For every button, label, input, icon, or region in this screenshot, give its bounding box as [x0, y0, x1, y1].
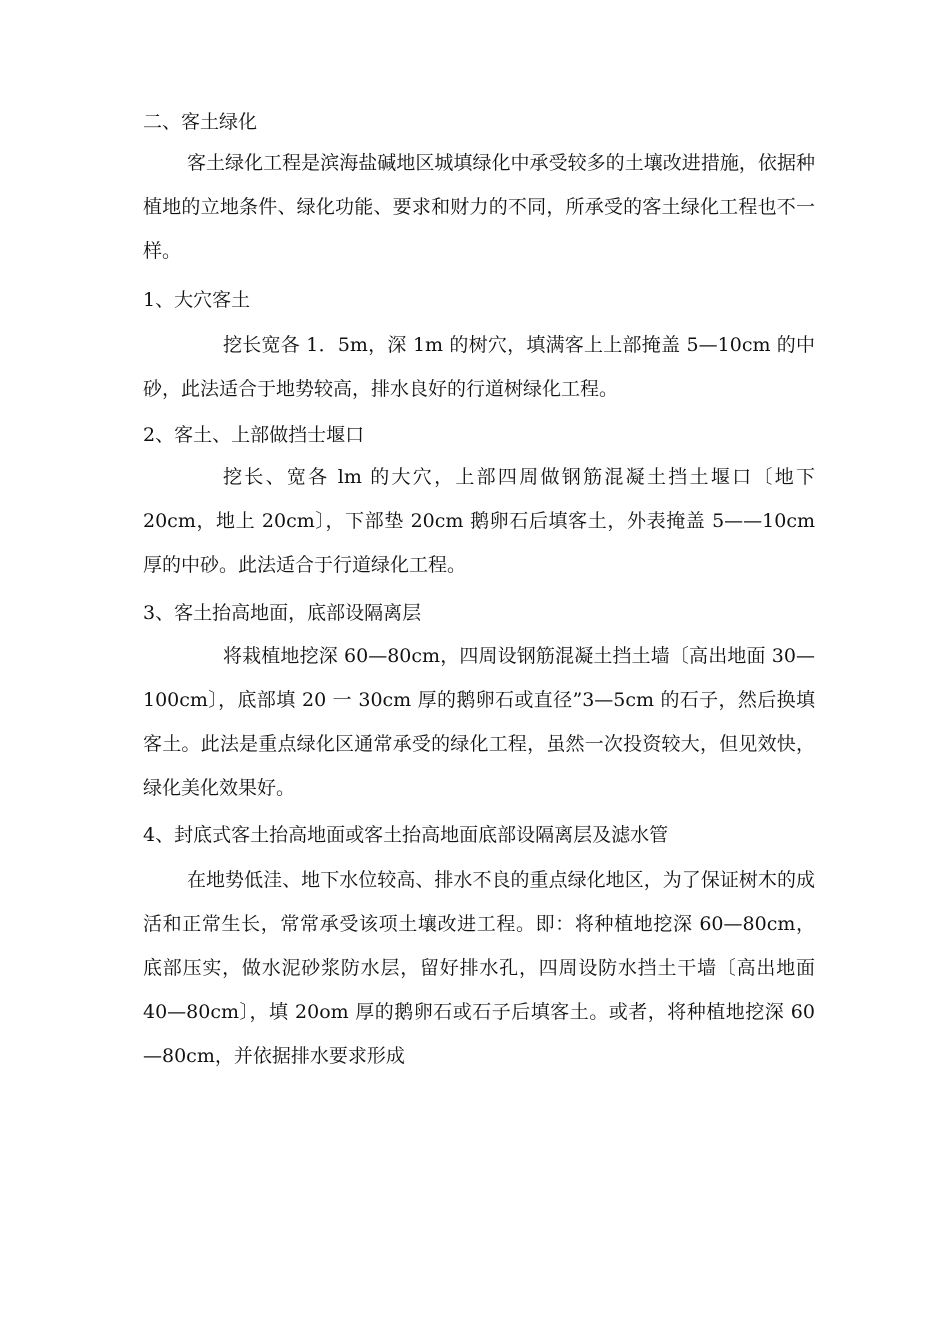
item-2-body: 挖长、宽各 lm 的大穴，上部四周做钢筋混凝土挡土堰口〔地下 20cm，地上 20cm〕，下部垫 20cm 鹅卵石后填客土，外表掩盖 5——10cm 厚的中砂。此法适合于行道绿化工程。	[143, 466, 815, 576]
intro-paragraph: 客土绿化工程是滨海盐碱地区城填绿化中承受较多的土壤改进措施，依据种植地的立地条件、绿化功能、要求和财力的不同，所承受的客土绿化工程也不一样。	[143, 152, 815, 262]
item-4-body: 在地势低洼、地下水位较高、排水不良的重点绿化地区，为了保证树木的成活和正常生长，常常承受该项土壤改进工程。即：将种植地挖深 60—80cm，底部压实，做水泥砂浆防水层，留好排水孔，四周设防水挡土干墙〔高出地面 40—80cm〕，填 20om 厚的鹅卵石或石子后填客土。或者，将种植地挖深 60—80cm，并依据排水要求形成	[143, 869, 815, 1067]
section-title: 二、客土绿化	[143, 111, 258, 133]
item-2-heading: 2、客土、上部做挡士堰口	[143, 424, 365, 446]
item-3-body: 将栽植地挖深 60—80cm，四周设钢筋混凝土挡土墙〔高出地面 30—100cm〕，底部填 20 一 30cm 厚的鹅卵石或直径”3—5cm 的石子，然后换填客土。此法是重点绿化区通常承受的绿化工程，虽然一次投资较大，但见效快，绿化美化效果好。	[143, 645, 815, 799]
item-4-heading: 4、封底式客土抬高地面或客土抬高地面底部设隔离层及滤水管	[143, 824, 669, 846]
item-1-heading: 1、大穴客土	[143, 289, 251, 311]
item-3-heading: 3、客土抬高地面，底部设隔离层	[143, 602, 422, 624]
item-1-body: 挖长宽各 1．5m，深 1m 的树穴，填满客上上部掩盖 5—10cm 的中砂，此法适合于地势较高，排水良好的行道树绿化工程。	[143, 334, 815, 400]
